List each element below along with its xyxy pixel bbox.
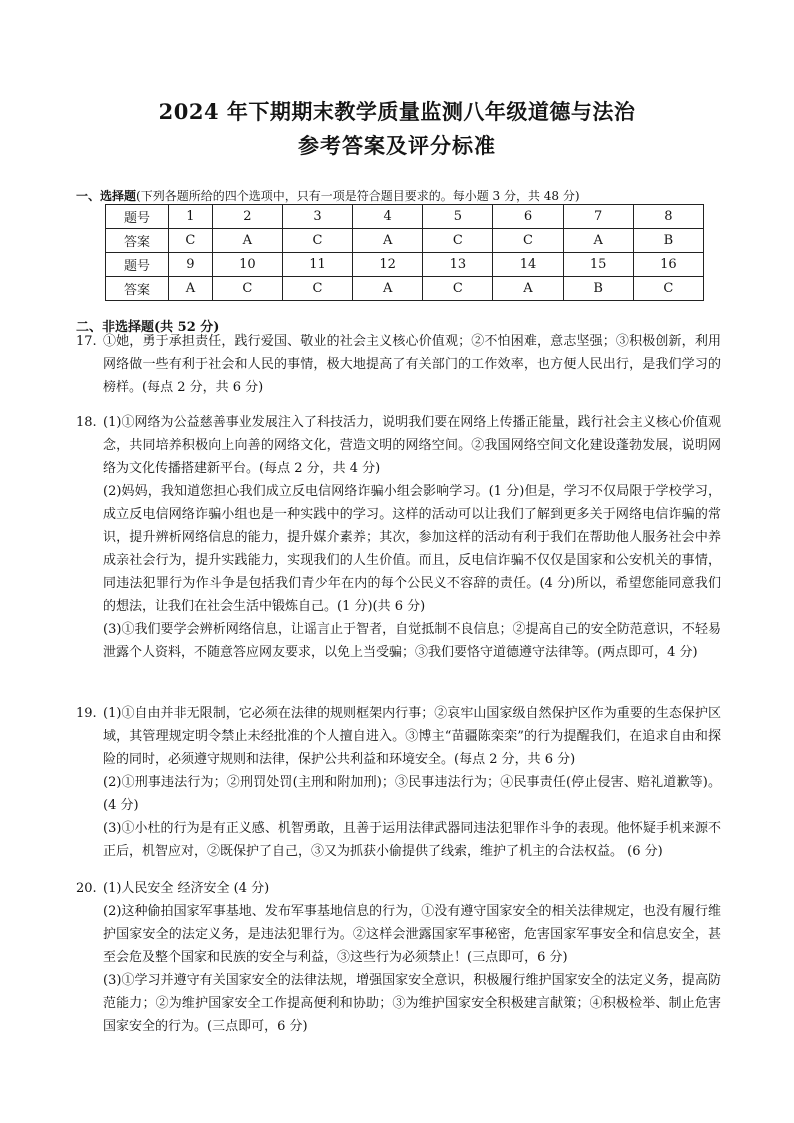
table-cell: C xyxy=(282,229,352,253)
answer-paragraph: (2)①刑事违法行为；②刑罚处罚(主刑和附加刑)；③民事违法行为；④民事责任(停止侵害、赔礼道歉等)。(4 分) xyxy=(103,775,721,813)
table-cell: 题号 xyxy=(106,205,169,229)
answer-paragraph: (1)①自由并非无限制，它必须在法律的规则框架内行事；②哀牢山国家级自然保护区作为重要的生态保护区域，其管理规定明令禁止未经批准的个人擅自进入。③博主“苗疆陈栾栾”的行为提醒我们，在追求自由和探险的同时，必须遵守规则和法律，保护公共利益和环境安全。(每点 2 分，共 6 分) xyxy=(103,706,721,767)
table-cell: 14 xyxy=(493,253,563,277)
section-1-instructions: (下列各题所给的四个选项中，只有一项是符合题目要求的。每小题 3 分，共 48 分) xyxy=(136,189,580,203)
table-cell: 2 xyxy=(212,205,282,229)
table-cell: 12 xyxy=(353,253,423,277)
question-number: 17. xyxy=(76,334,97,349)
table-cell: C xyxy=(212,277,282,301)
table-cell: C xyxy=(493,229,563,253)
table-cell: 题号 xyxy=(106,253,169,277)
answer-paragraph: (1)①网络为公益慈善事业发展注入了科技活力，说明我们要在网络上传播正能量，践行社会主义核心价值观念，共同培养积极向上向善的网络文化，营造文明的网络空间。②我国网络空间文化建设蓬勃发展，说明网络为文化传播搭建新平台。(每点 2 分，共 4 分) xyxy=(103,415,721,476)
table-cell: C xyxy=(633,277,703,301)
question-20 xyxy=(76,877,721,1038)
table-cell: A xyxy=(353,277,423,301)
table-cell: 1 xyxy=(169,205,213,229)
table-cell: B xyxy=(563,277,633,301)
table-cell: 4 xyxy=(353,205,423,229)
table-cell: 9 xyxy=(169,253,213,277)
section-2-heading: 二、非选择题(共 52 分) xyxy=(76,320,220,335)
table-cell: 13 xyxy=(423,253,493,277)
table-cell: C xyxy=(282,277,352,301)
question-number: 18. xyxy=(76,415,97,430)
answer-paragraph: (2)这种偷拍国家军事基地、发布军事基地信息的行为，①没有遵守国家安全的相关法律规定，也没有履行维护国家安全的法定义务，是违法犯罪行为。②这样会泄露国家军事秘密，危害国家军事安全和信息安全，甚至会危及整个国家和民族的安全与利益，③这些行为必须禁止！(三点即可，6 分) xyxy=(103,904,721,965)
table-cell: 3 xyxy=(282,205,352,229)
section-1-heading: 一、选择题 xyxy=(76,189,137,203)
answer-paragraph: (3)①小杜的行为是有正义感、机智勇敢，且善于运用法律武器同违法犯罪作斗争的表现。他怀疑手机来源不正后，机智应对，②既保护了自己，③又为抓获小偷提供了线索，维护了机主的合法权益。 (6 分) xyxy=(103,821,721,859)
table-cell: B xyxy=(633,229,703,253)
question-number: 20. xyxy=(76,881,97,896)
table-cell: A xyxy=(493,277,563,301)
question-number: 19. xyxy=(76,706,97,721)
section-1-header xyxy=(76,187,580,204)
question-19 xyxy=(76,702,721,863)
table-cell: A xyxy=(212,229,282,253)
table-cell: 8 xyxy=(633,205,703,229)
answer-paragraph: (2)妈妈，我知道您担心我们成立反电信网络诈骗小组会影响学习。(1 分)但是，学习不仅局限于学校学习，成立反电信网络诈骗小组也是一种实践中的学习。这样的活动可以让我们了解到更多关于网络电信诈骗的常识，提升辨析网络信息的能力，提升媒介素养；其次，参加这样的活动有利于我们在帮助他人服务社会中养成亲社会行为，提升实践能力，实现我们的人生价值。而且，反电信诈骗不仅仅是国家和公安机关的事情，同违法犯罪行为作斗争是包括我们青少年在内的每个公民义不容辞的责任。(4 分)所以，希望您能同意我们的想法，让我们在社会生活中锻炼自己。(1 分)(共 6 分) xyxy=(103,484,721,614)
answer-paragraph: (1)人民安全 经济安全 (4 分) xyxy=(103,881,270,896)
table-cell: A xyxy=(353,229,423,253)
answer-paragraph: (3)①我们要学会辨析网络信息，让谣言止于智者，自觉抵制不良信息；②提高自己的安全防范意识，不轻易泄露个人资料，不随意答应网友要求，以免上当受骗；③我们要恪守道德遵守法律等。(两点即可，4 分) xyxy=(103,622,721,660)
table-row xyxy=(106,277,704,301)
table-cell: 答案 xyxy=(106,229,169,253)
table-row xyxy=(106,253,704,277)
table-cell: 5 xyxy=(423,205,493,229)
answer-paragraph: (3)①学习并遵守有关国家安全的法律法规，增强国家安全意识，积极履行维护国家安全的法定义务，提高防范能力；②为维护国家安全工作提高便利和协助；③为维护国家安全积极建言献策；④积极检举、制止危害国家安全的行为。(三点即可，6 分) xyxy=(103,973,721,1034)
answer-table xyxy=(105,204,704,301)
table-cell: 15 xyxy=(563,253,633,277)
table-cell: 16 xyxy=(633,253,703,277)
question-17 xyxy=(76,330,721,399)
table-cell: 10 xyxy=(212,253,282,277)
question-18 xyxy=(76,411,721,664)
table-cell: 7 xyxy=(563,205,633,229)
table-cell: C xyxy=(423,229,493,253)
table-cell: 11 xyxy=(282,253,352,277)
table-row xyxy=(106,205,704,229)
table-cell: A xyxy=(169,277,213,301)
table-cell: 答案 xyxy=(106,277,169,301)
table-cell: C xyxy=(423,277,493,301)
answer-paragraph: ①她，勇于承担责任，践行爱国、敬业的社会主义核心价值观；②不怕困难，意志坚强；③积极创新，利用网络做一些有利于社会和人民的事情，极大地提高了有关部门的工作效率，也方便人民出行，是我们学习的榜样。(每点 2 分，共 6 分) xyxy=(103,334,721,395)
table-cell: A xyxy=(563,229,633,253)
table-cell: 6 xyxy=(493,205,563,229)
document-subtitle: 参考答案及评分标准 xyxy=(298,133,496,158)
document-title: 2024 年下期期末教学质量监测八年级道德与法治 xyxy=(158,99,636,124)
table-cell: C xyxy=(169,229,213,253)
table-row xyxy=(106,229,704,253)
